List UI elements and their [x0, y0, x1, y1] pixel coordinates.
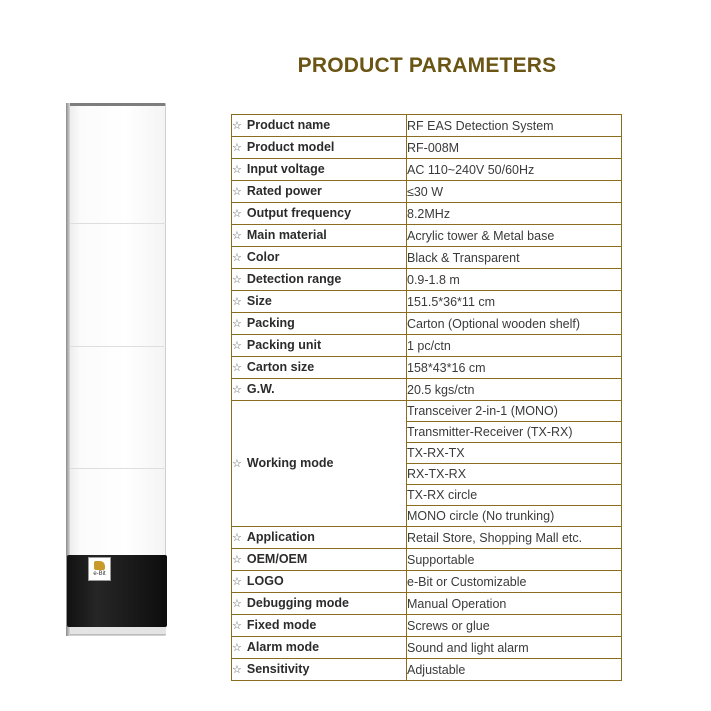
table-row	[232, 225, 622, 247]
tower-divider	[70, 223, 166, 224]
param-label-text: Alarm mode	[246, 640, 320, 654]
param-value: TX-RX-TX	[407, 443, 622, 464]
param-label-text: OEM/OEM	[246, 552, 308, 566]
param-value: Screws or glue	[407, 615, 622, 637]
table-row	[232, 137, 622, 159]
param-label-text: Packing unit	[246, 338, 322, 352]
param-label	[232, 659, 407, 681]
param-label	[232, 181, 407, 203]
table-row	[232, 115, 622, 137]
table-row	[232, 269, 622, 291]
param-value: 0.9-1.8 m	[407, 269, 622, 291]
param-label-text: Color	[246, 250, 280, 264]
param-label-text: Product name	[246, 118, 331, 132]
param-value: Retail Store, Shopping Mall etc.	[407, 527, 622, 549]
table-row	[232, 615, 622, 637]
param-label-text: Working mode	[246, 456, 334, 470]
param-value: RF EAS Detection System	[407, 115, 622, 137]
param-label	[232, 291, 407, 313]
star-icon: ☆	[232, 141, 242, 154]
param-label	[232, 247, 407, 269]
param-label-text: Carton size	[246, 360, 315, 374]
product-image	[66, 103, 168, 636]
table-row	[232, 571, 622, 593]
param-value: 1 pc/ctn	[407, 335, 622, 357]
star-icon: ☆	[232, 119, 242, 132]
param-label	[232, 137, 407, 159]
table-row	[232, 527, 622, 549]
star-icon: ☆	[232, 575, 242, 588]
param-value: Black & Transparent	[407, 247, 622, 269]
brand-logo	[88, 557, 111, 581]
param-value: Manual Operation	[407, 593, 622, 615]
star-icon: ☆	[232, 553, 242, 566]
param-value: Carton (Optional wooden shelf)	[407, 313, 622, 335]
param-value: AC 110~240V 50/60Hz	[407, 159, 622, 181]
page-title: PRODUCT PARAMETERS	[297, 54, 557, 77]
table-row	[232, 401, 622, 422]
param-value: Acrylic tower & Metal base	[407, 225, 622, 247]
param-value: Sound and light alarm	[407, 637, 622, 659]
param-label	[232, 225, 407, 247]
param-label-text: Output frequency	[246, 206, 352, 220]
star-icon: ☆	[232, 185, 242, 198]
param-label-text: Application	[246, 530, 315, 544]
star-icon: ☆	[232, 457, 242, 470]
param-label-text: Product model	[246, 140, 335, 154]
star-icon: ☆	[232, 295, 242, 308]
param-label	[232, 593, 407, 615]
param-value: Transmitter-Receiver (TX-RX)	[407, 422, 622, 443]
param-value: Supportable	[407, 549, 622, 571]
table-row	[232, 335, 622, 357]
star-icon: ☆	[232, 207, 242, 220]
table-row	[232, 291, 622, 313]
table-row	[232, 247, 622, 269]
param-value: 20.5 kgs/ctn	[407, 379, 622, 401]
param-label-text: Fixed mode	[246, 618, 317, 632]
table-row	[232, 159, 622, 181]
table-row	[232, 659, 622, 681]
param-label-text: Detection range	[246, 272, 342, 286]
table-row	[232, 593, 622, 615]
param-value: ≤30 W	[407, 181, 622, 203]
param-value: Adjustable	[407, 659, 622, 681]
param-value: RF-008M	[407, 137, 622, 159]
param-label-text: Size	[246, 294, 272, 308]
param-value: 158*43*16 cm	[407, 357, 622, 379]
param-label	[232, 615, 407, 637]
param-label	[232, 115, 407, 137]
param-label	[232, 313, 407, 335]
star-icon: ☆	[232, 251, 242, 264]
param-value: e-Bit or Customizable	[407, 571, 622, 593]
param-label	[232, 269, 407, 291]
table-row	[232, 549, 622, 571]
param-label-text: Debugging mode	[246, 596, 349, 610]
param-label	[232, 335, 407, 357]
star-icon: ☆	[232, 531, 242, 544]
param-label	[232, 159, 407, 181]
star-icon: ☆	[232, 383, 242, 396]
star-icon: ☆	[232, 317, 242, 330]
star-icon: ☆	[232, 229, 242, 242]
param-label	[232, 203, 407, 225]
param-label-text: Rated power	[246, 184, 322, 198]
table-row	[232, 181, 622, 203]
tower-divider	[70, 468, 166, 469]
param-label-text: Input voltage	[246, 162, 325, 176]
star-icon: ☆	[232, 619, 242, 632]
table-row	[232, 379, 622, 401]
param-value: 8.2MHz	[407, 203, 622, 225]
table-row	[232, 637, 622, 659]
star-icon: ☆	[232, 597, 242, 610]
metal-base	[67, 555, 167, 627]
logo-mark-icon	[94, 561, 105, 570]
param-label	[232, 527, 407, 549]
param-value: MONO circle (No trunking)	[407, 506, 622, 527]
tower-foot	[70, 627, 166, 635]
star-icon: ☆	[232, 163, 242, 176]
star-icon: ☆	[232, 663, 242, 676]
param-value: TX-RX circle	[407, 485, 622, 506]
tower-divider	[70, 346, 166, 347]
star-icon: ☆	[232, 339, 242, 352]
param-label-text: LOGO	[246, 574, 284, 588]
parameters-table	[231, 114, 622, 681]
param-label-text: Sensitivity	[246, 662, 310, 676]
star-icon: ☆	[232, 361, 242, 374]
param-value: Transceiver 2-in-1 (MONO)	[407, 401, 622, 422]
param-label	[232, 637, 407, 659]
param-value: RX-TX-RX	[407, 464, 622, 485]
param-label	[232, 571, 407, 593]
star-icon: ☆	[232, 641, 242, 654]
param-label	[232, 357, 407, 379]
table-row	[232, 313, 622, 335]
star-icon: ☆	[232, 273, 242, 286]
param-label-text: G.W.	[246, 382, 275, 396]
table-row	[232, 203, 622, 225]
logo-text: e-Bit	[93, 571, 106, 577]
param-label	[232, 379, 407, 401]
param-label-text: Main material	[246, 228, 327, 242]
table-row	[232, 357, 622, 379]
param-label-text: Packing	[246, 316, 295, 330]
param-label	[232, 401, 407, 527]
param-label	[232, 549, 407, 571]
param-value: 151.5*36*11 cm	[407, 291, 622, 313]
